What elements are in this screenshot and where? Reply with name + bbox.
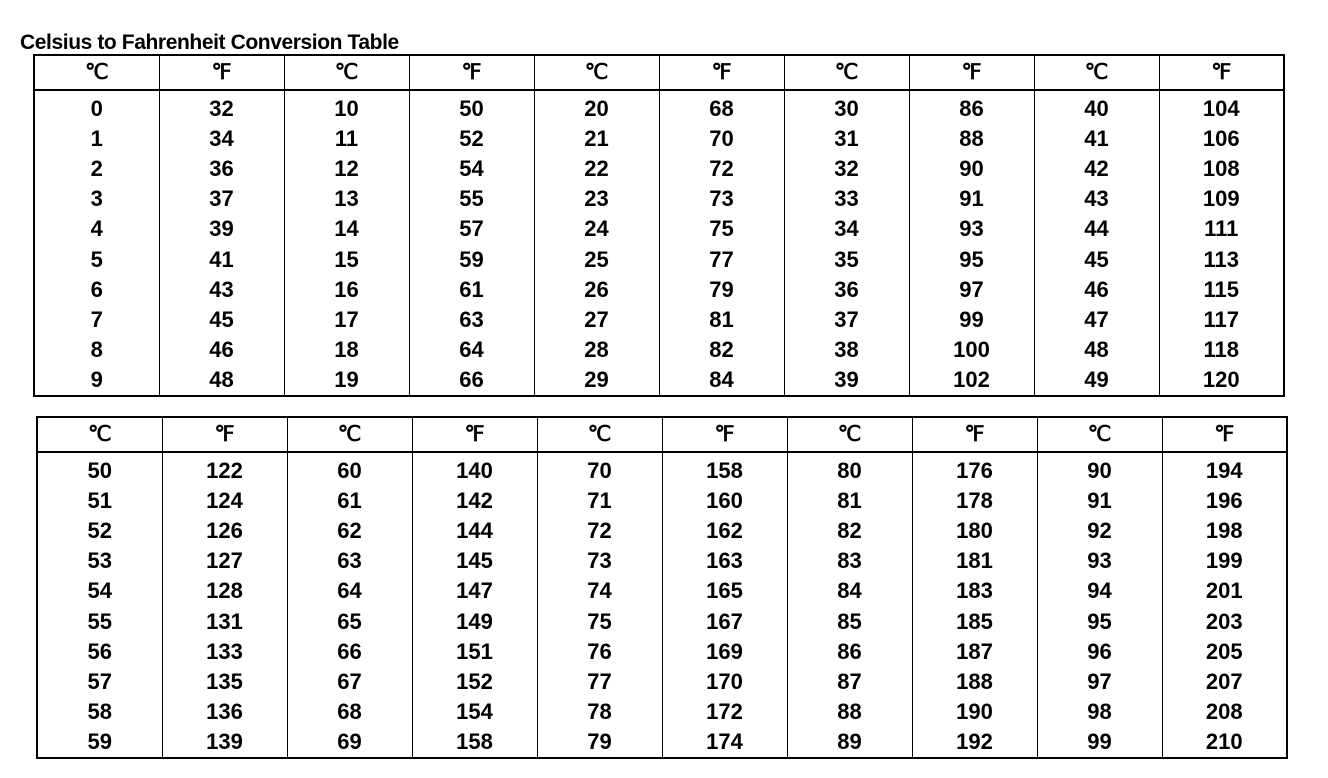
fahrenheit-cell: 46 <box>159 335 284 365</box>
fahrenheit-cell: 66 <box>409 365 534 396</box>
celsius-cell: 25 <box>534 244 659 274</box>
fahrenheit-cell: 48 <box>159 365 284 396</box>
celsius-cell: 77 <box>537 667 662 697</box>
fahrenheit-cell: 163 <box>662 546 787 576</box>
celsius-cell: 11 <box>284 124 409 154</box>
table-row <box>34 184 1284 214</box>
header-row <box>37 417 1287 452</box>
celsius-cell: 31 <box>784 124 909 154</box>
fahrenheit-cell: 111 <box>1159 214 1284 244</box>
table-row <box>37 516 1287 546</box>
fahrenheit-cell: 82 <box>659 335 784 365</box>
fahrenheit-cell: 207 <box>1162 667 1287 697</box>
celsius-cell: 15 <box>284 244 409 274</box>
table-row <box>34 335 1284 365</box>
celsius-cell: 60 <box>287 452 412 486</box>
fahrenheit-cell: 203 <box>1162 606 1287 636</box>
celsius-cell: 94 <box>1037 576 1162 606</box>
celsius-cell: 45 <box>1034 244 1159 274</box>
fahrenheit-cell: 151 <box>412 637 537 667</box>
celsius-column-header: ℃ <box>784 55 909 90</box>
fahrenheit-cell: 70 <box>659 124 784 154</box>
fahrenheit-cell: 45 <box>159 305 284 335</box>
table-row <box>34 154 1284 184</box>
celsius-cell: 98 <box>1037 697 1162 727</box>
fahrenheit-cell: 95 <box>909 244 1034 274</box>
fahrenheit-cell: 59 <box>409 244 534 274</box>
celsius-cell: 73 <box>537 546 662 576</box>
fahrenheit-column-header: ℉ <box>159 55 284 90</box>
celsius-column-header: ℃ <box>537 417 662 452</box>
celsius-cell: 72 <box>537 516 662 546</box>
fahrenheit-cell: 63 <box>409 305 534 335</box>
celsius-cell: 18 <box>284 335 409 365</box>
fahrenheit-cell: 122 <box>162 452 287 486</box>
fahrenheit-cell: 120 <box>1159 365 1284 396</box>
fahrenheit-column-header: ℉ <box>1159 55 1284 90</box>
fahrenheit-cell: 174 <box>662 727 787 758</box>
celsius-cell: 39 <box>784 365 909 396</box>
celsius-cell: 46 <box>1034 275 1159 305</box>
fahrenheit-cell: 84 <box>659 365 784 396</box>
celsius-cell: 88 <box>787 697 912 727</box>
fahrenheit-cell: 188 <box>912 667 1037 697</box>
fahrenheit-cell: 72 <box>659 154 784 184</box>
celsius-cell: 42 <box>1034 154 1159 184</box>
celsius-cell: 79 <box>537 727 662 758</box>
fahrenheit-cell: 145 <box>412 546 537 576</box>
celsius-cell: 0 <box>90 96 103 122</box>
celsius-cell: 3 <box>90 186 103 212</box>
fahrenheit-cell: 208 <box>1162 697 1287 727</box>
fahrenheit-cell: 99 <box>909 305 1034 335</box>
fahrenheit-cell: 144 <box>412 516 537 546</box>
fahrenheit-cell: 154 <box>412 697 537 727</box>
fahrenheit-column-header: ℉ <box>659 55 784 90</box>
table-row <box>34 275 1284 305</box>
celsius-cell: 91 <box>1037 486 1162 516</box>
celsius-cell: 1 <box>90 126 103 152</box>
table-row <box>37 486 1287 516</box>
celsius-cell: 24 <box>534 214 659 244</box>
fahrenheit-cell: 43 <box>159 275 284 305</box>
celsius-cell: 5 <box>90 246 103 272</box>
celsius-column-header: ℃ <box>34 55 159 90</box>
fahrenheit-cell: 142 <box>412 486 537 516</box>
fahrenheit-cell: 127 <box>162 546 287 576</box>
conversion-table-0-49 <box>33 54 1285 397</box>
table-row <box>37 697 1287 727</box>
celsius-cell: 2 <box>90 156 103 182</box>
celsius-cell: 16 <box>284 275 409 305</box>
table-row <box>34 90 1284 124</box>
celsius-cell: 65 <box>287 606 412 636</box>
fahrenheit-cell: 93 <box>909 214 1034 244</box>
celsius-cell: 52 <box>87 518 112 544</box>
celsius-cell: 43 <box>1034 184 1159 214</box>
celsius-column-header: ℃ <box>1034 55 1159 90</box>
fahrenheit-cell: 149 <box>412 606 537 636</box>
celsius-cell: 54 <box>87 578 112 604</box>
fahrenheit-cell: 32 <box>159 90 284 124</box>
fahrenheit-column-header: ℉ <box>412 417 537 452</box>
fahrenheit-cell: 140 <box>412 452 537 486</box>
celsius-cell: 41 <box>1034 124 1159 154</box>
celsius-cell: 30 <box>784 90 909 124</box>
celsius-cell: 93 <box>1037 546 1162 576</box>
table-row <box>37 727 1287 758</box>
celsius-column-header: ℃ <box>787 417 912 452</box>
table-row <box>34 305 1284 335</box>
fahrenheit-cell: 135 <box>162 667 287 697</box>
fahrenheit-cell: 81 <box>659 305 784 335</box>
fahrenheit-cell: 90 <box>909 154 1034 184</box>
table-row <box>37 667 1287 697</box>
fahrenheit-cell: 170 <box>662 667 787 697</box>
fahrenheit-cell: 117 <box>1159 305 1284 335</box>
fahrenheit-cell: 180 <box>912 516 1037 546</box>
fahrenheit-cell: 57 <box>409 214 534 244</box>
fahrenheit-cell: 196 <box>1162 486 1287 516</box>
fahrenheit-cell: 160 <box>662 486 787 516</box>
celsius-cell: 58 <box>87 698 112 724</box>
celsius-cell: 26 <box>534 275 659 305</box>
fahrenheit-cell: 54 <box>409 154 534 184</box>
celsius-cell: 4 <box>90 216 103 242</box>
table-body <box>34 90 1284 396</box>
celsius-cell: 57 <box>87 668 112 694</box>
celsius-column-header: ℃ <box>37 417 162 452</box>
fahrenheit-cell: 167 <box>662 606 787 636</box>
celsius-cell: 71 <box>537 486 662 516</box>
fahrenheit-cell: 185 <box>912 606 1037 636</box>
fahrenheit-cell: 115 <box>1159 275 1284 305</box>
fahrenheit-cell: 181 <box>912 546 1037 576</box>
table-row <box>34 365 1284 396</box>
celsius-cell: 35 <box>784 244 909 274</box>
fahrenheit-cell: 61 <box>409 275 534 305</box>
fahrenheit-cell: 176 <box>912 452 1037 486</box>
fahrenheit-cell: 37 <box>159 184 284 214</box>
fahrenheit-cell: 73 <box>659 184 784 214</box>
fahrenheit-cell: 201 <box>1162 576 1287 606</box>
fahrenheit-cell: 198 <box>1162 516 1287 546</box>
fahrenheit-column-header: ℉ <box>409 55 534 90</box>
celsius-column-header: ℃ <box>284 55 409 90</box>
fahrenheit-cell: 104 <box>1159 90 1284 124</box>
fahrenheit-cell: 68 <box>659 90 784 124</box>
fahrenheit-cell: 199 <box>1162 546 1287 576</box>
celsius-cell: 38 <box>784 335 909 365</box>
table-body <box>37 452 1287 758</box>
fahrenheit-cell: 172 <box>662 697 787 727</box>
fahrenheit-cell: 128 <box>162 576 287 606</box>
page-title: Celsius to Fahrenheit Conversion Table <box>20 31 399 54</box>
celsius-cell: 14 <box>284 214 409 244</box>
fahrenheit-cell: 183 <box>912 576 1037 606</box>
fahrenheit-column-header: ℉ <box>662 417 787 452</box>
celsius-cell: 49 <box>1034 365 1159 396</box>
table-row <box>37 637 1287 667</box>
fahrenheit-cell: 41 <box>159 244 284 274</box>
celsius-cell: 10 <box>284 90 409 124</box>
celsius-cell: 12 <box>284 154 409 184</box>
celsius-cell: 59 <box>87 728 112 754</box>
celsius-cell: 40 <box>1034 90 1159 124</box>
celsius-cell: 90 <box>1037 452 1162 486</box>
fahrenheit-cell: 190 <box>912 697 1037 727</box>
celsius-cell: 69 <box>287 727 412 758</box>
fahrenheit-cell: 79 <box>659 275 784 305</box>
fahrenheit-cell: 109 <box>1159 184 1284 214</box>
fahrenheit-cell: 133 <box>162 637 287 667</box>
celsius-column-header: ℃ <box>1037 417 1162 452</box>
celsius-cell: 97 <box>1037 667 1162 697</box>
celsius-cell: 27 <box>534 305 659 335</box>
table-row <box>37 452 1287 486</box>
celsius-cell: 28 <box>534 335 659 365</box>
celsius-cell: 20 <box>534 90 659 124</box>
table-row <box>34 244 1284 274</box>
celsius-cell: 47 <box>1034 305 1159 335</box>
celsius-cell: 76 <box>537 637 662 667</box>
celsius-cell: 80 <box>787 452 912 486</box>
table-row <box>34 124 1284 154</box>
fahrenheit-cell: 118 <box>1159 335 1284 365</box>
celsius-column-header: ℃ <box>534 55 659 90</box>
celsius-cell: 22 <box>534 154 659 184</box>
fahrenheit-cell: 131 <box>162 606 287 636</box>
celsius-cell: 37 <box>784 305 909 335</box>
fahrenheit-cell: 147 <box>412 576 537 606</box>
celsius-cell: 67 <box>287 667 412 697</box>
celsius-cell: 13 <box>284 184 409 214</box>
fahrenheit-cell: 34 <box>159 124 284 154</box>
celsius-cell: 19 <box>284 365 409 396</box>
celsius-cell: 95 <box>1037 606 1162 636</box>
celsius-cell: 33 <box>784 184 909 214</box>
celsius-cell: 17 <box>284 305 409 335</box>
celsius-cell: 50 <box>87 458 112 484</box>
celsius-cell: 66 <box>287 637 412 667</box>
fahrenheit-cell: 165 <box>662 576 787 606</box>
fahrenheit-cell: 152 <box>412 667 537 697</box>
celsius-cell: 70 <box>537 452 662 486</box>
celsius-column-header: ℃ <box>287 417 412 452</box>
fahrenheit-cell: 100 <box>909 335 1034 365</box>
fahrenheit-cell: 88 <box>909 124 1034 154</box>
celsius-cell: 64 <box>287 576 412 606</box>
celsius-cell: 9 <box>90 366 103 392</box>
celsius-cell: 55 <box>87 608 112 634</box>
celsius-cell: 32 <box>784 154 909 184</box>
fahrenheit-cell: 178 <box>912 486 1037 516</box>
fahrenheit-cell: 102 <box>909 365 1034 396</box>
fahrenheit-column-header: ℉ <box>1162 417 1287 452</box>
celsius-cell: 74 <box>537 576 662 606</box>
celsius-cell: 78 <box>537 697 662 727</box>
fahrenheit-cell: 192 <box>912 727 1037 758</box>
fahrenheit-cell: 64 <box>409 335 534 365</box>
conversion-table-50-99 <box>36 416 1288 759</box>
celsius-cell: 83 <box>787 546 912 576</box>
fahrenheit-column-header: ℉ <box>909 55 1034 90</box>
table-row <box>37 546 1287 576</box>
celsius-cell: 56 <box>87 638 112 664</box>
celsius-cell: 86 <box>787 637 912 667</box>
celsius-cell: 48 <box>1034 335 1159 365</box>
celsius-cell: 99 <box>1037 727 1162 758</box>
fahrenheit-column-header: ℉ <box>162 417 287 452</box>
fahrenheit-cell: 158 <box>662 452 787 486</box>
fahrenheit-cell: 50 <box>409 90 534 124</box>
fahrenheit-cell: 52 <box>409 124 534 154</box>
fahrenheit-cell: 136 <box>162 697 287 727</box>
table-row <box>37 576 1287 606</box>
celsius-cell: 29 <box>534 365 659 396</box>
fahrenheit-cell: 126 <box>162 516 287 546</box>
fahrenheit-cell: 194 <box>1162 452 1287 486</box>
fahrenheit-cell: 77 <box>659 244 784 274</box>
fahrenheit-cell: 205 <box>1162 637 1287 667</box>
fahrenheit-cell: 55 <box>409 184 534 214</box>
celsius-cell: 8 <box>90 336 103 362</box>
celsius-cell: 34 <box>784 214 909 244</box>
celsius-cell: 96 <box>1037 637 1162 667</box>
celsius-cell: 7 <box>90 306 103 332</box>
fahrenheit-cell: 124 <box>162 486 287 516</box>
fahrenheit-cell: 75 <box>659 214 784 244</box>
celsius-cell: 81 <box>787 486 912 516</box>
celsius-cell: 51 <box>87 488 112 514</box>
celsius-cell: 89 <box>787 727 912 758</box>
celsius-cell: 62 <box>287 516 412 546</box>
table-row <box>34 214 1284 244</box>
table-row <box>37 606 1287 636</box>
fahrenheit-cell: 169 <box>662 637 787 667</box>
celsius-cell: 23 <box>534 184 659 214</box>
celsius-cell: 44 <box>1034 214 1159 244</box>
fahrenheit-cell: 187 <box>912 637 1037 667</box>
celsius-cell: 87 <box>787 667 912 697</box>
fahrenheit-cell: 97 <box>909 275 1034 305</box>
celsius-cell: 63 <box>287 546 412 576</box>
fahrenheit-cell: 139 <box>162 727 287 758</box>
fahrenheit-cell: 106 <box>1159 124 1284 154</box>
fahrenheit-cell: 210 <box>1162 727 1287 758</box>
fahrenheit-cell: 158 <box>412 727 537 758</box>
celsius-cell: 61 <box>287 486 412 516</box>
fahrenheit-cell: 39 <box>159 214 284 244</box>
celsius-cell: 92 <box>1037 516 1162 546</box>
fahrenheit-cell: 108 <box>1159 154 1284 184</box>
fahrenheit-cell: 91 <box>909 184 1034 214</box>
fahrenheit-cell: 162 <box>662 516 787 546</box>
fahrenheit-cell: 36 <box>159 154 284 184</box>
celsius-cell: 82 <box>787 516 912 546</box>
celsius-cell: 75 <box>537 606 662 636</box>
fahrenheit-cell: 86 <box>909 90 1034 124</box>
celsius-cell: 6 <box>90 276 103 302</box>
celsius-cell: 21 <box>534 124 659 154</box>
celsius-cell: 36 <box>784 275 909 305</box>
celsius-cell: 68 <box>287 697 412 727</box>
fahrenheit-cell: 113 <box>1159 244 1284 274</box>
fahrenheit-column-header: ℉ <box>912 417 1037 452</box>
celsius-cell: 85 <box>787 606 912 636</box>
header-row <box>34 55 1284 90</box>
celsius-cell: 84 <box>787 576 912 606</box>
celsius-cell: 53 <box>87 548 112 574</box>
